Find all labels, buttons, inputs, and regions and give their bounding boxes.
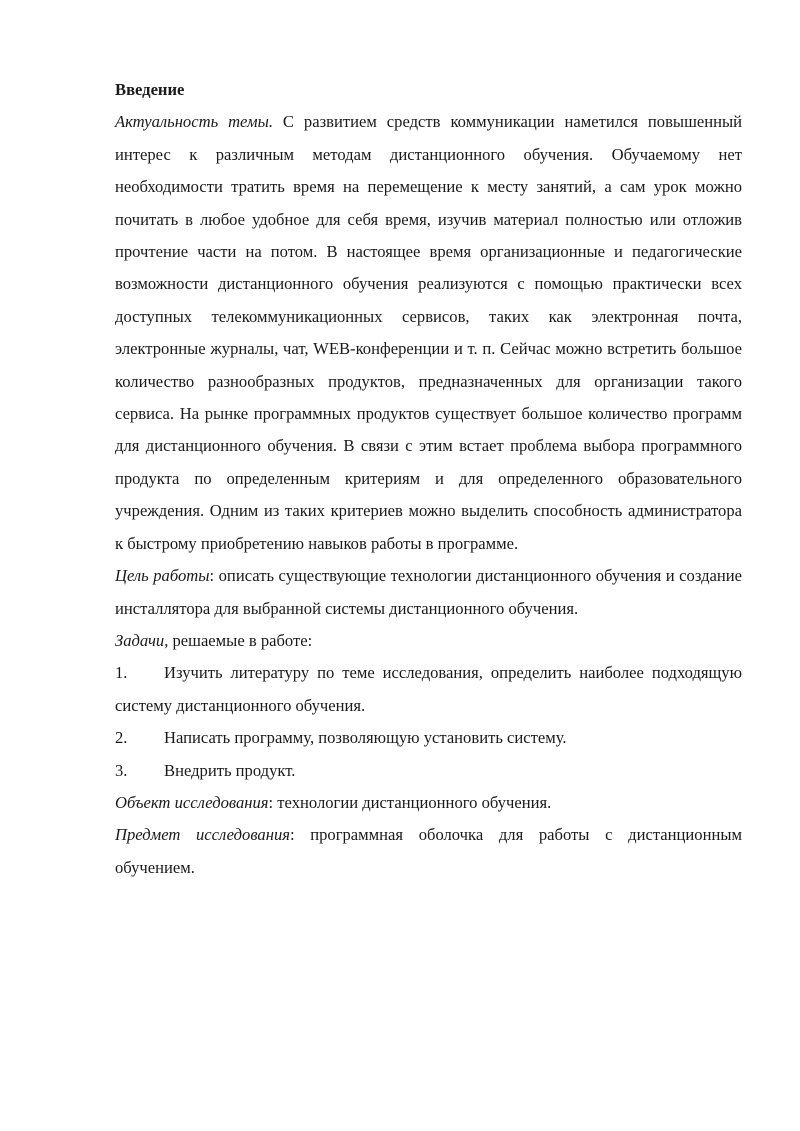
section-heading: Введение — [115, 80, 185, 99]
object-paragraph — [115, 787, 742, 819]
goal-label: Цель работы — [115, 566, 210, 586]
object-label: Объект исследования — [115, 792, 269, 812]
subject-paragraph — [115, 819, 742, 884]
tasks-intro — [115, 625, 742, 657]
subject-text: : программная оболочка для работы с дистанционным обучением. — [115, 825, 742, 877]
goal-text: : описать существующие технологии дистанционного обучения и создание инсталлятора для выбранной системы дистанционного обучения. — [115, 566, 743, 618]
tasks-text: , решаемые в работе: — [164, 630, 313, 650]
subject-label: Предмет исследования — [115, 825, 290, 845]
task-item-1 — [115, 657, 742, 722]
task-text: Написать программу, позволяющую установить систему. — [164, 728, 567, 748]
task-text: Изучить литературу по теме исследования, определить наиболее подходящую систему дистанционного обучения. — [115, 663, 742, 715]
task-item-3 — [115, 755, 742, 787]
relevance-paragraph — [115, 106, 742, 560]
task-number: 1. — [115, 663, 128, 683]
relevance-label: Актуальность темы. — [115, 112, 273, 132]
task-text: Внедрить продукт. — [164, 760, 296, 780]
task-number: 3. — [115, 760, 128, 780]
task-number: 2. — [115, 728, 128, 748]
object-text: : технологии дистанционного обучения. — [268, 792, 552, 812]
tasks-label: Задачи — [115, 630, 165, 650]
relevance-text: С развитием средств коммуникации наметился повышенный интерес к различным методам дистанционного обучения. Обучаемому нет необходимости тратить время на перемещение к месту занятий, а сам урок можно почитать в любое удобное для себя время, изучив материал полностью или отложив прочтение части на потом. В настоящее время организационные и педагогические возможности дистанционного обучения реализуются с помощью практически всех доступных телекоммуникационных сервисов, таких как электронная почта, электронные журналы, чат, WEB-конференции и т. п. Сейчас можно встретить большое количество разнообразных продуктов, предназначенных для организации такого сервиса. На рынке программных продуктов существует большое количество программ для дистанционного обучения. В связи с этим встает проблема выбора программного продукта по определенным критериям и для определенного образовательного учреждения. Одним из таких критериев можно выделить способность администратора к быстрому приобретению навыков работы в программе. — [115, 112, 743, 553]
document-body — [115, 74, 742, 884]
goal-paragraph — [115, 560, 742, 625]
task-item-2 — [115, 722, 742, 754]
